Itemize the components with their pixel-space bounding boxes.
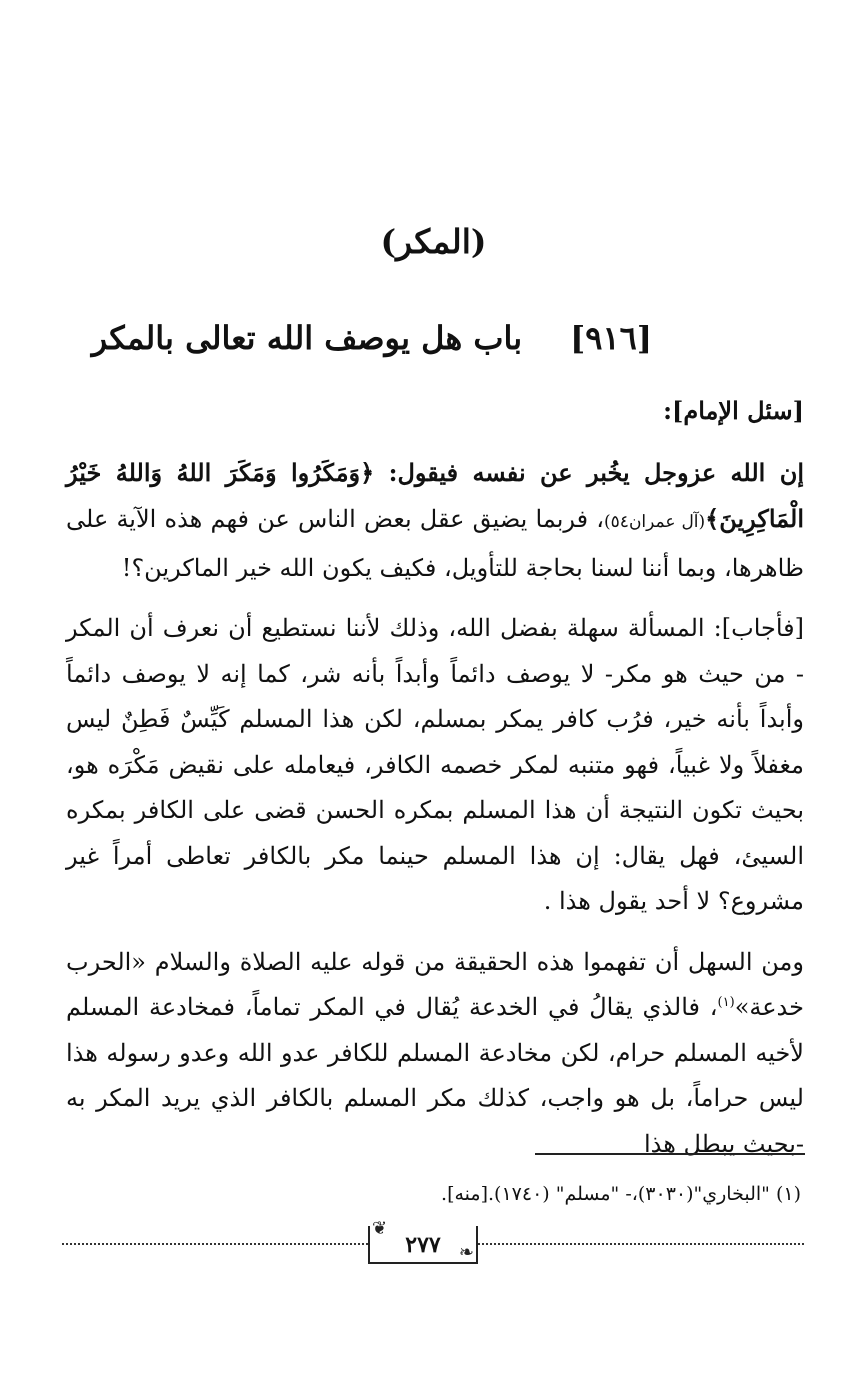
dotted-rule-right — [478, 1243, 804, 1245]
ornament-icon: ❦ — [372, 1218, 388, 1239]
quran-verse: ﴿وَمَكَرُوا وَمَكَرَ اللهُ وَاللهُ خَيْرُ الْمَاكِرِينَ﴾ — [66, 457, 805, 533]
question-lead: إن الله عزوجل يخُبر عن نفسه فيقول: — [374, 457, 805, 487]
section-title: باب هل يوصف الله تعالى بالمكر — [91, 319, 523, 357]
page-number: ٢٧٧ — [405, 1232, 441, 1258]
dotted-rule-left — [62, 1243, 368, 1245]
footnote-divider — [535, 1153, 805, 1155]
section-heading — [92, 318, 652, 358]
hadith-text-end: ، فالذي يقالُ في الخدعة يُقال في المكر تماماً، فمخادعة المسلم لأخيه المسلم حرام، لكن مخادعة المسلم للكافر عدو الله وعدو رسوله هذا ليس حراماً، بل هو واجب، كذلك مكر المسلم بالكافر الذي يريد المكر به -بحيث يبطل هذا — [66, 993, 804, 1158]
chapter-title: (المكر) — [380, 222, 487, 261]
question-label: [سئل الإمام]: — [663, 396, 804, 425]
hadith-text-start: ومن السهل أن تفهموا هذه الحقيقة من قوله عليه الصلاة والسلام «الحرب خدعة» — [66, 947, 804, 1021]
answer-label: [فأجاب]: — [713, 614, 804, 642]
question-label-paragraph — [66, 388, 804, 435]
footnote: (١) "البخاري"(٣٠٣٠)،- "مسلم" (١٧٤٠).[منه]. — [441, 1183, 801, 1205]
question-paragraph — [66, 450, 804, 592]
page-number-frame — [368, 1218, 478, 1264]
hadith-paragraph — [66, 940, 804, 1168]
footnote-marker: (١) — [717, 995, 735, 1010]
quran-reference: (آل عمران٥٤) — [604, 512, 706, 532]
answer-paragraph — [66, 606, 804, 925]
question-text: ، فربما يضيق عقل بعض الناس عن فهم هذه الآية على ظاهرها، وبما أننا لسنا بحاجة للتأويل، فكيف يكون الله خير الماكرين؟! — [66, 505, 804, 582]
section-number: [٩١٦] — [570, 319, 652, 357]
ornament-icon: ❧ — [458, 1242, 474, 1263]
body-text — [66, 388, 804, 1182]
answer-text: المسألة سهلة بفضل الله، وذلك لأننا نستطيع أن نعرف أن المكر - من حيث هو مكر- لا يوصف دائماً وأبداً بأنه شر، كما إنه لا يوصف دائماً وأبداً بأنه خير، فرُب كافر يمكر بمسلم، لكن هذا المسلم كَيِّسٌ فَطِنٌ ليس مغفلاً ولا غبياً، فهو متنبه لمكر خصمه الكافر، فيعامله على نقيض مَكْرَه هو، بحيث تكون النتيجة أن هذا المسلم بمكره الحسن قضى على الكافر بمكره السيئ، فهل يقال: إن هذا المسلم حينما مكر بالكافر تعاطى أمراً غير مشروع؟ لا أحد يقول هذا . — [66, 614, 805, 915]
